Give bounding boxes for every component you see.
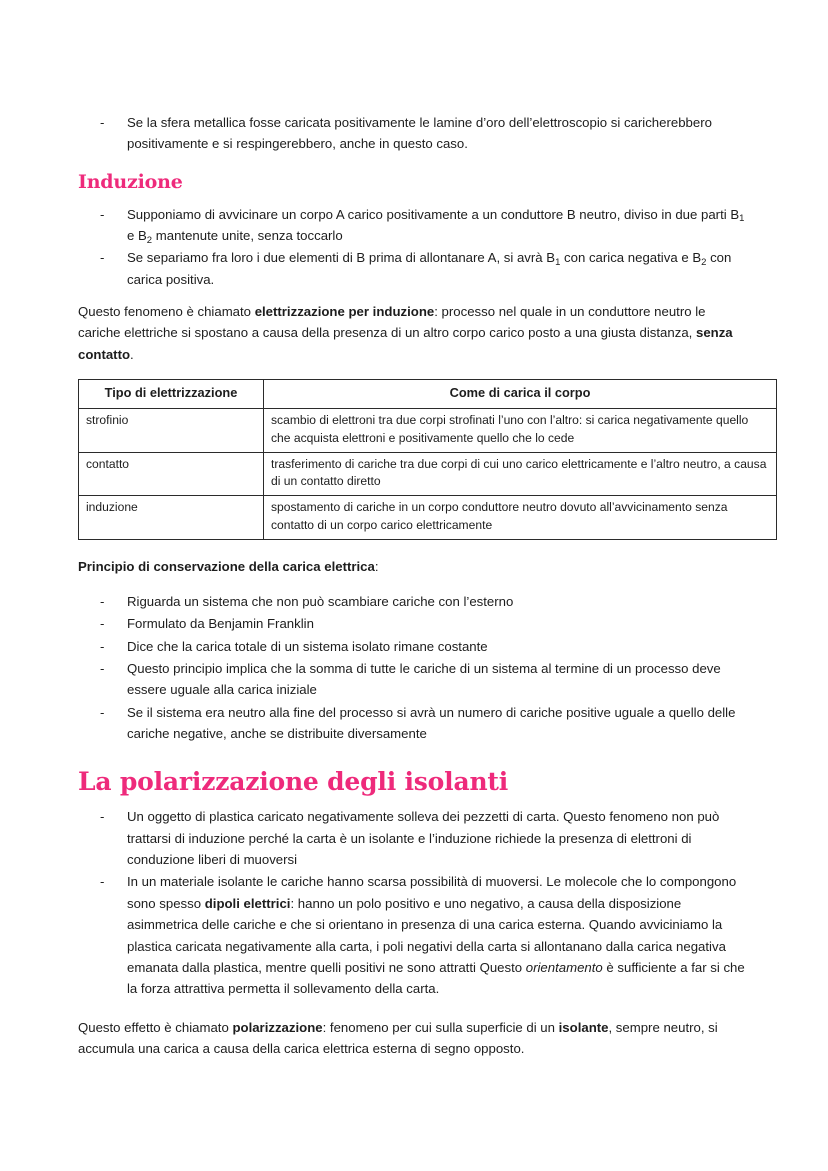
- text-fragment: : hanno un polo positivo e uno negativo, a causa della disposizione asimmetrica delle cariche e che si orientano in presenza di una carica esterna. Quando avviciniamo la plastica caricata negativamente alla carta, i poli negativi della carta si allontanano dalla carica negativa emanata dalla plastica, mentre quelli positivi ne sono attratti Questo: [127, 895, 726, 975]
- spacer: [78, 1001, 750, 1017]
- polarizzazione-bullet-list: [78, 806, 750, 999]
- list-item: [78, 702, 750, 745]
- text-fragment: Se separiamo fra loro i due elementi di B prima di allontanare A, si avrà B: [127, 250, 556, 266]
- bullet-dash-icon: -: [100, 206, 105, 222]
- list-item: [78, 658, 750, 701]
- list-item-text: Questo principio implica che la somma di tutte le cariche di un sistema al termine di un processo deve essere uguale alla carica iniziale: [127, 661, 721, 698]
- emphasis-text: elettrizzazione per induzione: [254, 304, 435, 320]
- table-header-cell-come: Come di carica il corpo: [264, 380, 777, 409]
- spacer: [78, 581, 750, 591]
- table-row: [79, 452, 777, 496]
- text-fragment: Supponiamo di avvicinare un corpo A carico positivamente a un conduttore B neutro, diviso in due parti B: [127, 206, 740, 222]
- text-fragment: .: [130, 346, 134, 362]
- subheading-bold-text: Principio di conservazione della carica elettrica: [78, 558, 375, 574]
- list-item-text: Formulato da Benjamin Franklin: [127, 616, 314, 632]
- heading-polarizzazione: La polarizzazione degli isolanti: [78, 766, 509, 796]
- text-fragment: Questo effetto è chiamato: [78, 1019, 233, 1035]
- subscript: 1: [739, 213, 745, 225]
- text-fragment: : fenomeno per cui sulla superficie di un: [322, 1019, 559, 1035]
- emphasis-text: isolante: [558, 1019, 609, 1035]
- bullet-dash-icon: -: [100, 704, 105, 720]
- subheading-principio-conservazione: [78, 556, 750, 577]
- list-item: [78, 806, 750, 870]
- spacer: [78, 796, 750, 806]
- table-body: [79, 409, 777, 540]
- bullet-dash-icon: -: [100, 115, 105, 130]
- bullet-dash-icon: -: [100, 874, 105, 890]
- table-cell-descrizione: spostamento di cariche in un corpo conduttore neutro dovuto all’avvicinamento senza contatto di un corpo carico elettricamente: [264, 496, 777, 540]
- elettrizzazione-table-wrapper: [78, 379, 767, 539]
- bullet-dash-icon: -: [100, 809, 105, 825]
- list-item: [78, 204, 750, 247]
- list-item-text: Dice che la carica totale di un sistema isolato rimane costante: [127, 638, 488, 654]
- list-item: [78, 636, 750, 657]
- text-fragment: con carica negativa e B: [560, 250, 702, 266]
- text-fragment: con carica positiva.: [127, 250, 732, 287]
- emphasis-text: polarizzazione: [232, 1019, 323, 1035]
- bullet-dash-icon: -: [100, 638, 105, 654]
- list-item: [78, 871, 750, 999]
- emphasis-text: dipoli elettrici: [204, 895, 291, 911]
- text-fragment: , sempre neutro, si accumula una carica a causa della carica elettrica esterna di segno opposto.: [78, 1019, 718, 1057]
- spacer: [78, 746, 750, 768]
- list-item-text: Un oggetto di plastica caricato negativamente solleva dei pezzetti di carta. Questo fenomeno non può trattarsi di induzione perché la carta è un isolante e l’induzione richiede la presenza di elettroni di conduzione liberi di muoversi: [127, 809, 720, 868]
- table-cell-tipo: contatto: [79, 452, 264, 496]
- paragraph-polarizzazione-definizione: [78, 1017, 750, 1060]
- emphasis-text: senza contatto: [78, 325, 733, 362]
- list-item: [78, 112, 750, 155]
- paragraph-elettrizzazione-induzione: [78, 301, 750, 365]
- spacer: [78, 291, 750, 301]
- table-cell-tipo: strofinio: [79, 409, 264, 453]
- list-item-text: Se la sfera metallica fosse caricata positivamente le lamine d’oro dell’elettroscopio si caricherebbero positivamente e si respingerebbero, anche in questo caso.: [127, 115, 712, 152]
- subscript: 1: [555, 257, 561, 268]
- list-item-text: Se il sistema era neutro alla fine del processo si avrà un numero di cariche positive uguale a quello delle cariche negative, anche se distribuite diversamente: [127, 704, 736, 742]
- spacer: [78, 540, 750, 556]
- table-header-row: [79, 380, 777, 409]
- table-header: [79, 380, 777, 409]
- conservazione-bullet-list: [78, 591, 750, 745]
- bullet-dash-icon: -: [100, 250, 105, 266]
- italic-text: orientamento: [525, 959, 603, 975]
- bullet-dash-icon: -: [100, 616, 105, 632]
- bullet-dash-icon: -: [100, 661, 105, 677]
- text-fragment: mantenute unite, senza toccarlo: [152, 227, 343, 243]
- elettrizzazione-table: [78, 379, 777, 539]
- document-body: [78, 112, 767, 1063]
- list-item: [78, 591, 750, 612]
- subscript: 2: [701, 257, 707, 268]
- table-cell-descrizione: trasferimento di cariche tra due corpi di cui uno carico elettricamente e l’altro neutro, a causa di un contatto diretto: [264, 452, 777, 496]
- spacer: [78, 156, 750, 172]
- list-item-text: [127, 874, 745, 996]
- table-cell-tipo: induzione: [79, 496, 264, 540]
- table-cell-descrizione: scambio di elettroni tra due corpi strofinati l’uno con l’altro: si carica negativamente quello che acquista elettroni e positivamente quello che lo cede: [264, 409, 777, 453]
- intro-bullet-list: [78, 112, 750, 155]
- text-fragment: è sufficiente a far si che la forza attrattiva permetta il sollevamento della carta.: [127, 959, 745, 997]
- bullet-dash-icon: -: [100, 593, 105, 609]
- list-item-text: Riguarda un sistema che non può scambiare cariche con l’esterno: [127, 593, 514, 609]
- table-row: [79, 496, 777, 540]
- subscript: 2: [146, 234, 153, 246]
- text-fragment: e B: [127, 227, 147, 243]
- table-header-cell-tipo: Tipo di elettrizzazione: [79, 380, 264, 409]
- text-fragment: :: [374, 558, 379, 574]
- text-fragment: In un materiale isolante le cariche hanno scarsa possibilità di muoversi. Le molecole che lo compongono sono spesso: [127, 874, 737, 911]
- text-fragment: Questo fenomeno è chiamato: [78, 304, 255, 320]
- list-item: [78, 247, 750, 290]
- spacer: [78, 194, 750, 204]
- list-item-text: [127, 206, 745, 246]
- heading-induzione: Induzione: [78, 170, 183, 193]
- list-item: [78, 613, 750, 634]
- spacer: [78, 369, 750, 379]
- table-row: [79, 409, 777, 453]
- text-fragment: : processo nel quale in un conduttore neutro le cariche elettriche si spostano a causa della presenza di un altro corpo carico posto a una giusta distanza,: [78, 304, 706, 341]
- induzione-bullet-list: [78, 204, 750, 291]
- list-item-text: [127, 250, 731, 286]
